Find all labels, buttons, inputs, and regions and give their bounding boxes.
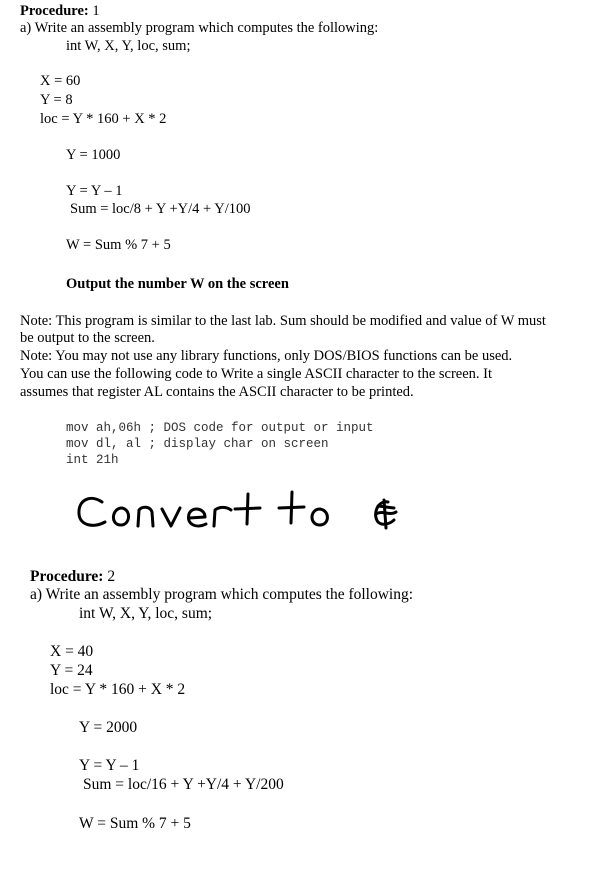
procedure-2-y-decrement: Y = Y – 1 <box>79 757 140 774</box>
procedure-1-heading <box>20 3 100 20</box>
procedure-1-declaration: int W, X, Y, loc, sum; <box>66 38 191 54</box>
procedure-1-output-instruction: Output the number W on the screen <box>66 276 289 292</box>
code-line: mov ah,06h ; DOS code for output or input <box>66 421 374 435</box>
note-line: You can use the following code to Write a single ASCII character to the screen. It <box>20 366 493 382</box>
code-line: mov dl, al ; display char on screen <box>66 437 329 451</box>
procedure-1-heading-number: 1 <box>92 3 100 19</box>
procedure-1-y-assign: Y = 8 <box>40 92 73 108</box>
procedure-2-task: a) Write an assembly program which computes the following: <box>30 586 414 603</box>
procedure-2-w-formula: W = Sum % 7 + 5 <box>79 815 191 832</box>
procedure-2-sum-formula: Sum = loc/16 + Y +Y/4 + Y/200 <box>83 776 284 793</box>
procedure-1-task: a) Write an assembly program which computes the following: <box>20 20 379 36</box>
handwritten-convert-to-c-note <box>72 480 432 550</box>
procedure-2-loc-formula: loc = Y * 160 + X * 2 <box>50 681 186 698</box>
procedure-1-w-formula: W = Sum % 7 + 5 <box>66 237 171 253</box>
procedure-2-heading-label: Procedure: <box>30 568 104 585</box>
note-line: Note: This program is similar to the last lab. Sum should be modified and value of W must <box>20 313 546 329</box>
procedure-2-y-reassign: Y = 2000 <box>79 719 138 736</box>
procedure-2-x-assign: X = 40 <box>50 643 94 660</box>
note-line: be output to the screen. <box>20 330 155 346</box>
note-line: Note: You may not use any library functions, only DOS/BIOS functions can be used. <box>20 348 513 364</box>
procedure-1-y-decrement: Y = Y – 1 <box>66 183 123 199</box>
procedure-2-heading-number: 2 <box>107 568 116 585</box>
procedure-2-heading <box>30 568 115 586</box>
procedure-2-y-assign: Y = 24 <box>50 662 93 679</box>
procedure-1-y-reassign: Y = 1000 <box>66 147 121 163</box>
procedure-1-x-assign: X = 60 <box>40 73 81 89</box>
code-line: int 21h <box>66 453 119 467</box>
procedure-2-declaration: int W, X, Y, loc, sum; <box>79 605 213 622</box>
procedure-1-loc-formula: loc = Y * 160 + X * 2 <box>40 111 167 127</box>
procedure-1-heading-label: Procedure: <box>20 3 89 19</box>
note-line: assumes that register AL contains the ASCII character to be printed. <box>20 384 414 400</box>
procedure-1-sum-formula: Sum = loc/8 + Y +Y/4 + Y/100 <box>70 201 251 217</box>
